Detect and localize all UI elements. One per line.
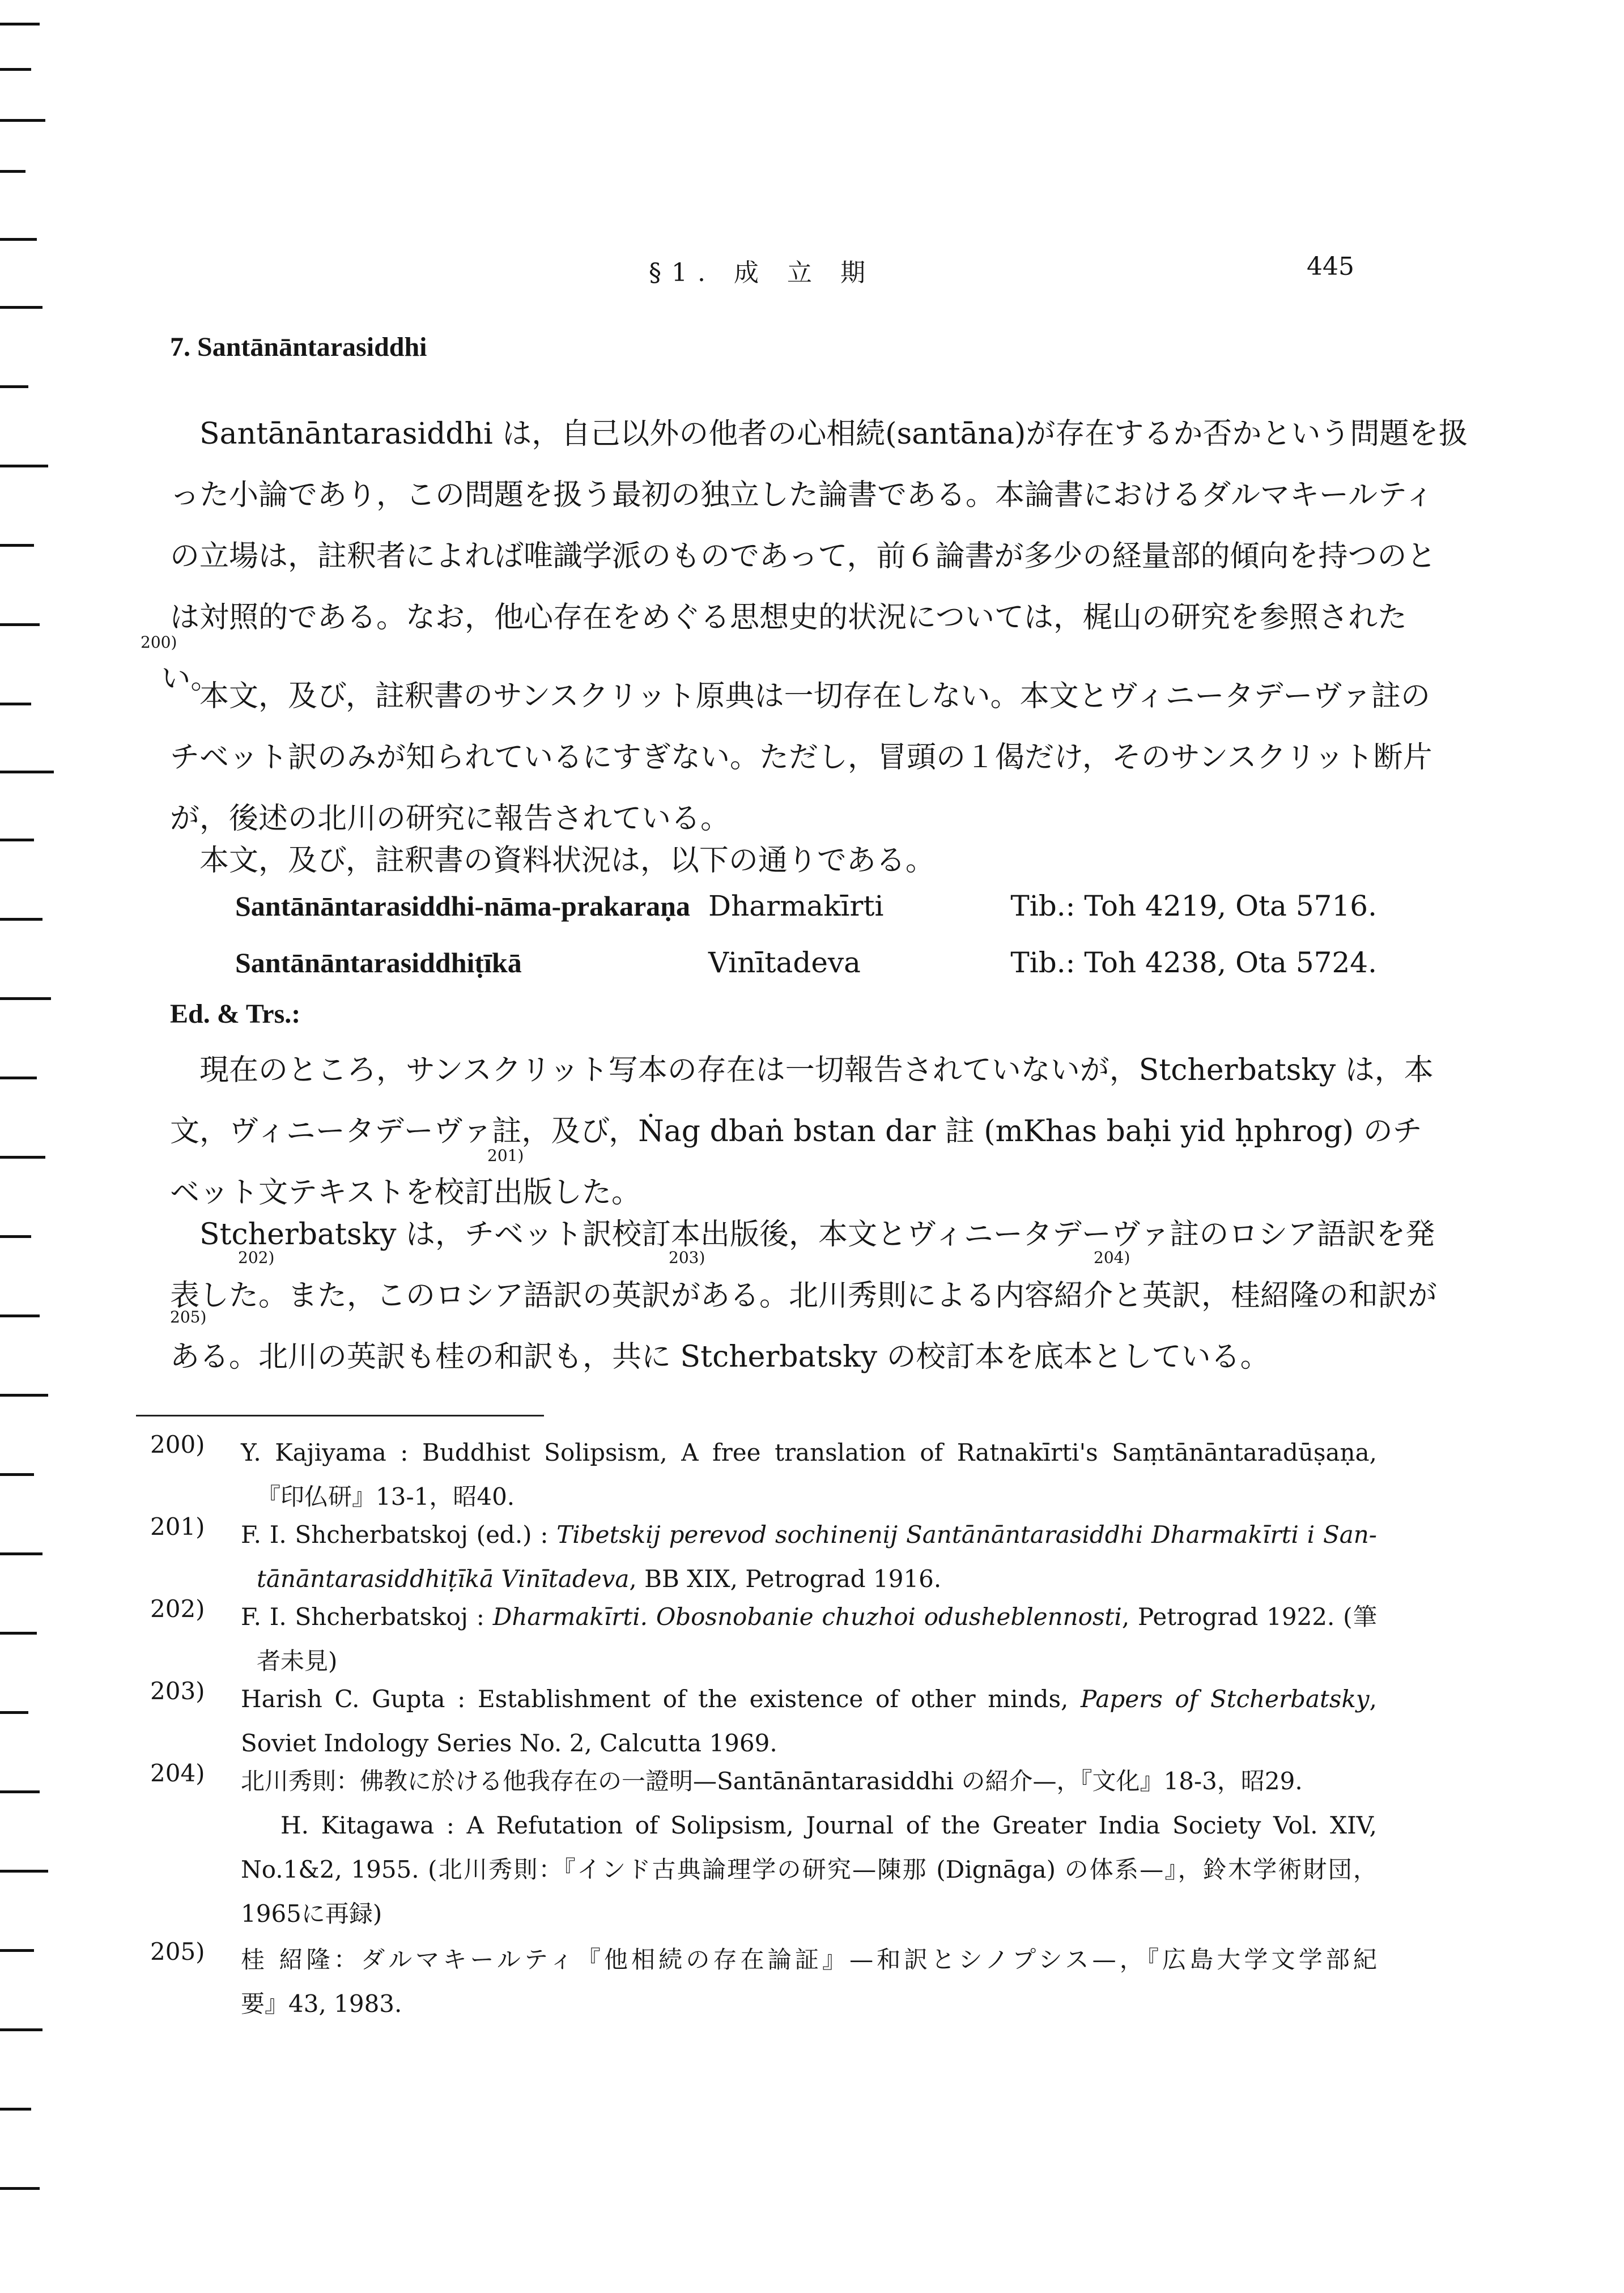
text-line: の立場は，註釈者によれば唯識学派のものであって，前６論書が多少の経量部的傾向を持つのと bbox=[170, 539, 1436, 573]
text-line: Stcherbatsky は，チベット訳校訂本出版後，本文とヴィニータデーヴァ註のロシア語訳を発 bbox=[199, 1218, 1435, 1252]
text-author: Dharmakīrti bbox=[708, 890, 884, 922]
footnote-line: H. Kitagawa : A Refutation of Solipsism, Journal of the Greater India Society Vol. XIV, bbox=[280, 1811, 1377, 1839]
footnote-number: 205) bbox=[150, 1938, 205, 1966]
text-line: Santānāntarasiddhi は，自己以外の他者の心相続(santāna)が存在するか否かという問題を扱 bbox=[199, 417, 1468, 451]
footnote-line: Soviet Indology Series No. 2, Calcutta 1969. bbox=[241, 1729, 777, 1757]
running-title: §1. 成 立 期 bbox=[649, 258, 875, 287]
scan-binding-edge bbox=[0, 0, 57, 2293]
footnote-line: Y. Kajiyama : Buddhist Solipsism, A free translation of Ratnakīrti's Saṃtānāntaradūṣaṇa, bbox=[241, 1439, 1377, 1466]
footnote-number: 203) bbox=[150, 1677, 205, 1705]
footnote-line: 要』43, 1983. bbox=[241, 1990, 402, 2018]
footnote-line: No.1&2, 1955. (北川秀則：『インド古典論理学の研究—陳那 (Dignāga) の体系—』，鈴木学術財団， bbox=[241, 1856, 1377, 1883]
paragraph-2 bbox=[170, 666, 1432, 849]
paragraph-4 bbox=[170, 1040, 1434, 1223]
footnote-line bbox=[241, 1513, 1377, 1557]
footnote-title: Papers of Stcherbatsky bbox=[1081, 1685, 1370, 1713]
footnote-segment: F. I. Shcherbatskoj (ed.) : bbox=[241, 1521, 557, 1548]
text-line-end: い。 bbox=[161, 662, 220, 696]
text-title: Santānāntarasiddhiṭīkā bbox=[235, 947, 522, 979]
paragraph-3 bbox=[170, 830, 1377, 891]
table-row bbox=[170, 946, 1377, 1003]
footnote-segment: Harish C. Gupta : Establishment of the existence of other minds, bbox=[241, 1685, 1081, 1713]
text-segment: 桂紹隆の和訳が bbox=[1231, 1279, 1438, 1313]
text-line: 現在のところ，サンスクリット写本の存在は一切報告されていないが，Stcherbatsky は，本 bbox=[199, 1053, 1434, 1087]
footnote-segment: , BB XIX, Petrograd 1916. bbox=[629, 1565, 942, 1593]
paragraph-5 bbox=[170, 1204, 1438, 1388]
paragraph-1 bbox=[141, 403, 1468, 709]
text-segment: 表した。 bbox=[170, 1279, 288, 1313]
text-line: 本文，及び，註釈書のサンスクリット原典は一切存在しない。本文とヴィニータデーヴァ註の bbox=[199, 679, 1431, 713]
footnote-number: 201) bbox=[150, 1513, 205, 1541]
text-line bbox=[170, 1326, 1377, 1388]
text-line: 文，ヴィニータデーヴァ註，及び，Ṅag dbaṅ bstan dar 註 (mKhas baḥi yid ḥphrog) のチ bbox=[170, 1114, 1422, 1148]
footnote-number: 204) bbox=[150, 1759, 205, 1787]
footnote-line: 1965に再録) bbox=[241, 1900, 382, 1928]
footnote-ref: 200) bbox=[141, 633, 177, 652]
footnote-line: 桂 紹隆：ダルマキールティ『他相続の存在論証』—和訳とシノプシス—，『広島大学文学部紀 bbox=[241, 1946, 1377, 1973]
footnote-title: tānāntarasiddhiṭīkā Vinītadeva bbox=[257, 1565, 630, 1593]
text-line: が，後述の北川の研究に報告されている。 bbox=[170, 802, 730, 836]
text-title: Santānāntarasiddhi-nāma-prakaraṇa bbox=[235, 890, 690, 922]
footnote-line bbox=[241, 1595, 1377, 1639]
text-segment: 北川秀則による内容紹介と英訳， bbox=[789, 1279, 1231, 1313]
footnote-title: Dharmakīrti. Obosnobanie chuzhoi odusheblennosti bbox=[492, 1603, 1122, 1631]
text-tib-ref: Tib.: Toh 4238, Ota 5724. bbox=[1010, 946, 1377, 979]
footnote-number: 200) bbox=[150, 1431, 205, 1458]
text-line: った小論であり，この問題を扱う最初の独立した論書である。本論書におけるダルマキールティ bbox=[170, 478, 1434, 512]
text-line-end: ベット文テキストを校訂出版した。 bbox=[170, 1176, 641, 1210]
footnote-segment: , bbox=[1369, 1685, 1377, 1713]
text-segment: ある。 bbox=[170, 1340, 259, 1374]
page-number: 445 bbox=[1307, 252, 1354, 281]
text-tib-ref: Tib.: Toh 4219, Ota 5716. bbox=[1010, 890, 1377, 922]
ed-trs-heading: Ed. & Trs.: bbox=[170, 999, 301, 1029]
text-segment: また，このロシア語訳の英訳がある。 bbox=[288, 1279, 789, 1313]
text-segment: 北川の英訳も桂の和訳も，共に Stcherbatsky の校訂本を底本としている。 bbox=[258, 1340, 1270, 1374]
section-title: 7. Santānāntarasiddhi bbox=[170, 332, 427, 362]
footnote-segment: , Petrograd 1922. (筆 bbox=[1121, 1603, 1378, 1631]
text-line: チベット訳のみが知られているにすぎない。ただし，冒頭の１偈だけ，そのサンスクリット断片 bbox=[170, 741, 1432, 775]
footnote-line: 北川秀則：佛教に於ける他我存在の一證明—Santānāntarasiddhi の紹介—，『文化』18-3，昭29. bbox=[241, 1767, 1303, 1795]
footnote-divider bbox=[136, 1415, 544, 1416]
text-line: は対照的である。なお，他心存在をめぐる思想史的状況については，梶山の研究を参照された bbox=[170, 601, 1407, 635]
footnote-title: Tibetskij perevod sochinenij Santānāntarasiddhi Dharmakīrti i San- bbox=[556, 1521, 1377, 1548]
footnote-line bbox=[241, 1677, 1377, 1721]
text-line bbox=[170, 1265, 1438, 1326]
footnote-number: 202) bbox=[150, 1595, 205, 1623]
table-row bbox=[170, 890, 1377, 946]
footnote-segment: F. I. Shcherbatskoj : bbox=[241, 1603, 493, 1631]
running-header bbox=[170, 252, 1354, 286]
texts-table bbox=[170, 890, 1377, 1003]
text-line: 本文，及び，註釈書の資料状況は，以下の通りである。 bbox=[199, 844, 935, 878]
text-author: Vinītadeva bbox=[708, 946, 861, 979]
footnote-line: 『印仏研』13-1，昭40. bbox=[257, 1483, 515, 1511]
footnote-line: 者未見) bbox=[257, 1647, 338, 1675]
